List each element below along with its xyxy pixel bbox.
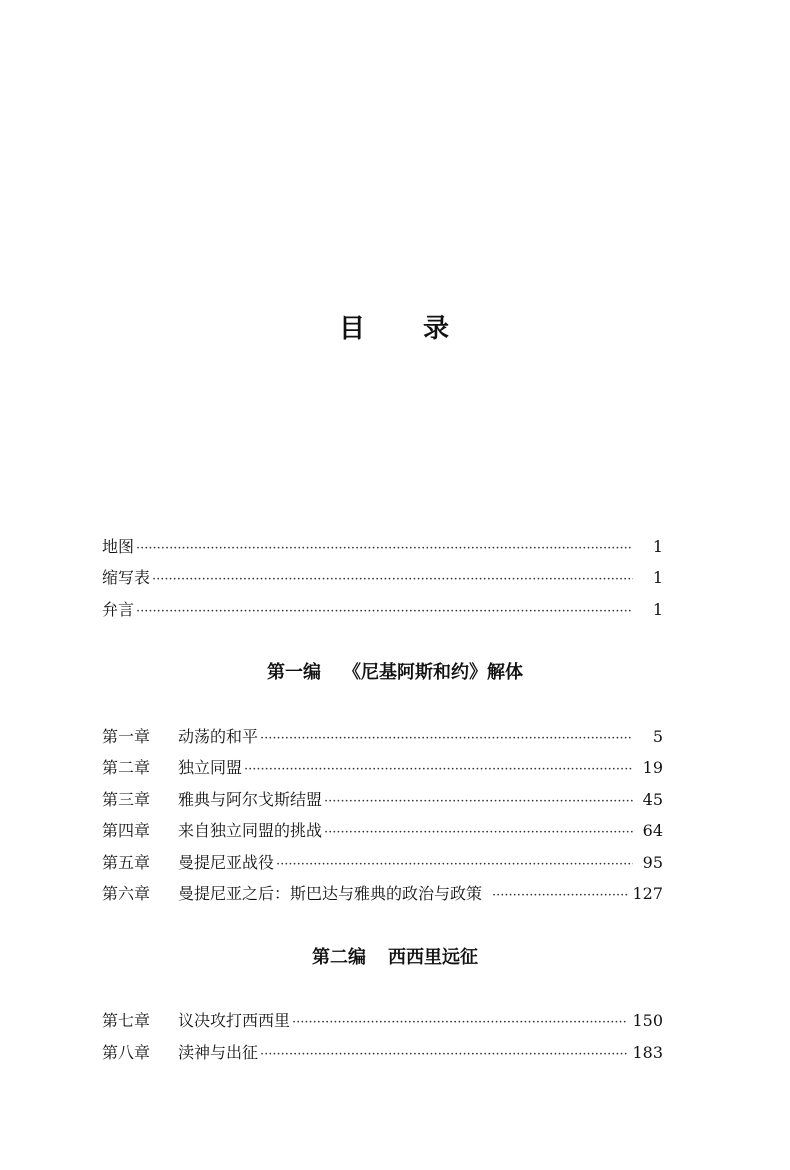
toc-entry-abbreviations[interactable] <box>102 566 663 590</box>
part-heading-2 <box>0 946 790 970</box>
dot-leader <box>152 568 633 592</box>
page-title-left: 目 <box>338 314 367 344</box>
dot-leader <box>324 821 633 845</box>
dot-leader <box>292 1011 628 1035</box>
dot-leader <box>492 884 628 908</box>
page-title-right: 录 <box>423 314 452 344</box>
chapter-number: 第一章 <box>102 727 151 746</box>
toc-page-number: 127 <box>632 884 663 903</box>
toc-page-number: 1 <box>652 537 663 556</box>
toc-entry-preface[interactable] <box>102 598 663 622</box>
dot-leader <box>136 600 633 624</box>
toc-page-number: 95 <box>642 853 663 872</box>
toc-chapter-1[interactable] <box>102 725 663 749</box>
chapter-number: 第八章 <box>102 1043 151 1062</box>
chapter-title: 动荡的和平 <box>178 727 259 746</box>
toc-chapter-2[interactable] <box>102 756 663 780</box>
toc-page-number: 19 <box>642 758 663 777</box>
toc-chapter-3[interactable] <box>102 788 663 812</box>
toc-page-number: 45 <box>642 790 663 809</box>
page-title <box>0 308 790 345</box>
chapter-title: 渎神与出征 <box>178 1043 259 1062</box>
chapter-number: 第四章 <box>102 821 151 840</box>
part-number: 第二编 <box>312 947 366 968</box>
toc-entry-maps[interactable] <box>102 535 663 559</box>
toc-entry-title: 地图 <box>102 537 135 556</box>
chapter-number: 第五章 <box>102 853 151 872</box>
chapter-title: 雅典与阿尔戈斯结盟 <box>178 790 323 809</box>
chapter-title: 来自独立同盟的挑战 <box>178 821 323 840</box>
chapter-title: 曼提尼亚之后：斯巴达与雅典的政治与政策 <box>178 884 483 903</box>
chapter-title: 独立同盟 <box>178 758 243 777</box>
dot-leader <box>324 790 633 814</box>
dot-leader <box>260 1043 628 1067</box>
toc-chapter-8[interactable] <box>102 1041 663 1065</box>
dot-leader <box>276 853 633 877</box>
dot-leader <box>260 727 633 751</box>
toc-page-number: 1 <box>652 600 663 619</box>
toc-page-number: 5 <box>652 727 663 746</box>
part-heading-1 <box>0 661 790 685</box>
toc-entry-title: 弁言 <box>102 600 135 619</box>
toc-page-number: 1 <box>652 568 663 587</box>
toc-page-number: 150 <box>632 1011 663 1030</box>
part-number: 第一编 <box>267 662 321 683</box>
chapter-number: 第三章 <box>102 790 151 809</box>
toc-entry-title: 缩写表 <box>102 568 151 587</box>
chapter-number: 第七章 <box>102 1011 151 1030</box>
toc-chapter-7[interactable] <box>102 1009 663 1033</box>
dot-leader <box>244 758 633 782</box>
chapter-number: 第六章 <box>102 884 151 903</box>
toc-chapter-4[interactable] <box>102 819 663 843</box>
toc-chapter-5[interactable] <box>102 851 663 875</box>
dot-leader <box>136 537 633 561</box>
part-title: 西西里远征 <box>388 947 478 968</box>
chapter-title: 曼提尼亚战役 <box>178 853 275 872</box>
toc-page-number: 64 <box>642 821 663 840</box>
toc-page-number: 183 <box>632 1043 663 1062</box>
chapter-number: 第二章 <box>102 758 151 777</box>
part-title: 《尼基阿斯和约》解体 <box>343 662 523 683</box>
chapter-title: 议决攻打西西里 <box>178 1011 291 1030</box>
toc-chapter-6[interactable] <box>102 882 663 906</box>
